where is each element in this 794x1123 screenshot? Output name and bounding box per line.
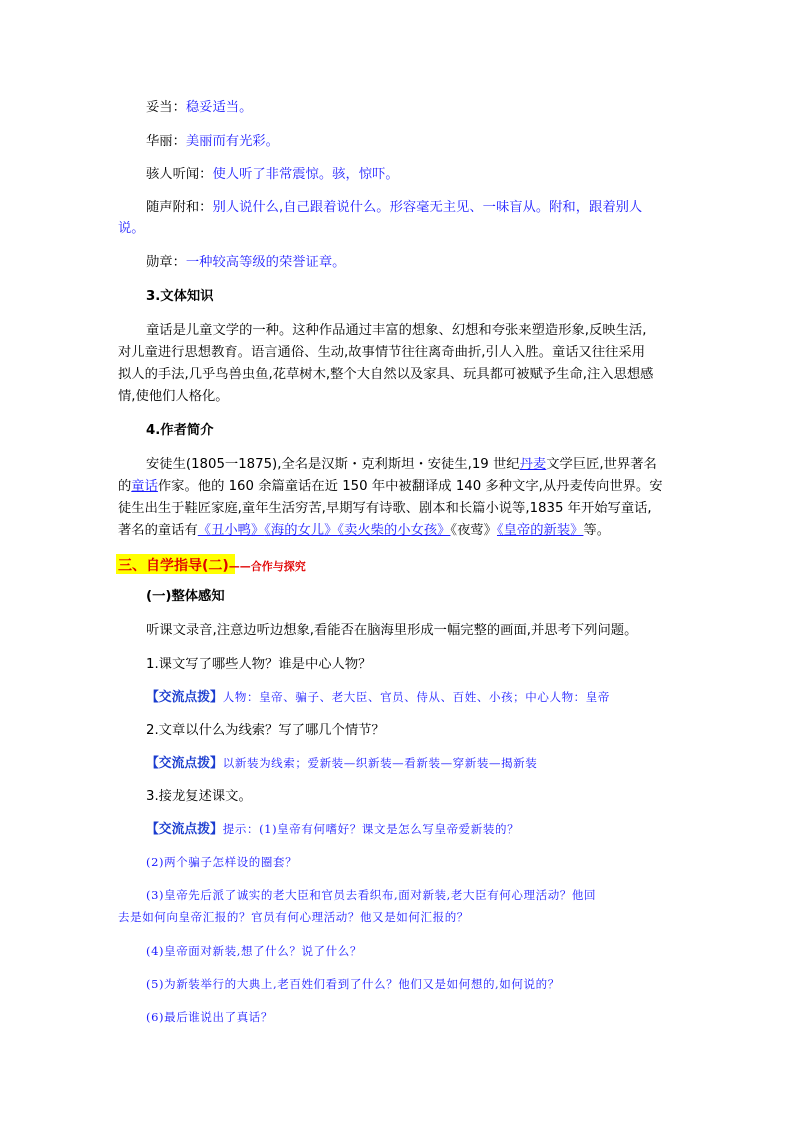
section-heading-3 (118, 555, 306, 575)
section-heading-author: 4.作者简介 (146, 423, 214, 438)
paragraph-line (118, 522, 610, 540)
text: 著名的童话有 (118, 523, 198, 538)
paragraph-line: 童话是儿童文学的一种。这种作品通过丰富的想象、幻想和夸张来塑造形象,反映生活, (146, 323, 647, 338)
vocab-definition-continued: 说。 (118, 221, 145, 236)
text: 《夜莺》 (450, 523, 497, 538)
section-title: 三、自学指导(二) (118, 558, 229, 574)
vocab-item (146, 166, 399, 184)
vocab-definition: 美丽而有光彩。 (185, 134, 279, 149)
vocab-term: 华丽： (146, 134, 186, 149)
tip-label: 【交流点拨】 (146, 822, 223, 837)
paragraph-line (118, 478, 663, 496)
text: 作家。他的 160 余篇童话在近 150 年中被翻译成 140 多种文字,从丹麦传向世界。安 (157, 479, 663, 494)
answer-text: (5)为新装举行的大典上,老百姓们看到了什么？他们又是如何想的,如何说的？ (146, 977, 560, 991)
answer (146, 820, 519, 839)
question: 3.接龙复述课文。 (146, 789, 252, 804)
answer-text: 以新装为线索；爱新装—织新装—看新装—穿新装—揭新装 (222, 756, 538, 770)
answer-text: (4)皇帝面对新装,想了什么？说了什么？ (146, 944, 362, 958)
vocab-term: 勋章： (146, 255, 186, 270)
vocab-item (146, 133, 279, 151)
link-little-mermaid[interactable]: 《海的女儿》 (264, 523, 338, 538)
paragraph-line (146, 456, 657, 474)
question: 1.课文写了哪些人物？谁是中心人物？ (146, 657, 372, 672)
link-emperors-new-clothes[interactable]: 《皇帝的新装》 (496, 523, 584, 538)
vocab-item (146, 99, 252, 117)
vocab-term: 妥当： (146, 100, 186, 115)
answer-text: (2)两个骗子怎样设的圈套？ (146, 855, 298, 869)
text: 等。 (583, 523, 611, 538)
section-subtitle: ——合作与探究 (228, 560, 306, 573)
answer-text: (3)皇帝先后派了诚实的老大臣和官员去看织布,面对新装,老大臣有何心理活动？他回 (146, 888, 597, 902)
vocab-definition: 一种较高等级的荣誉证章。 (185, 255, 346, 270)
answer-text: (1)皇帝有何嗜好？课文是怎么写皇帝爱新装的？ (259, 822, 520, 836)
tip-label: 【交流点拨】 (146, 690, 223, 705)
text: 安徒生(1805一1875),全名是汉斯・克利斯坦・安徒生,19 世纪 (146, 457, 520, 472)
vocab-definition: 使人听了非常震惊。骇，惊吓。 (212, 167, 399, 182)
vocab-definition: 别人说什么,自己跟着说什么。形容毫无主见、一味盲从。附和，跟着别人 (212, 200, 643, 215)
link-ugly-duckling[interactable]: 《丑小鸭》 (197, 523, 265, 538)
paragraph-line: 听课文录音,注意边听边想象,看能否在脑海里形成一幅完整的画面,并思考下列问题。 (146, 623, 638, 638)
text: 文学巨匠,世界著名 (546, 457, 657, 472)
answer (146, 688, 610, 707)
paragraph-line: 徒生出生于鞋匠家庭,童年生活穷苦,早期写有诗歌、剧本和长篇小说等,1835 年开始写童话, (118, 501, 652, 516)
vocab-definition: 稳妥适当。 (185, 100, 253, 115)
answer-prefix: 提示： (222, 822, 260, 836)
vocab-item (146, 254, 345, 272)
vocab-term: 骇人听闻： (146, 167, 213, 182)
answer (146, 754, 537, 773)
section-heading-genre: 3.文体知识 (146, 289, 214, 304)
subsection-heading: (一)整体感知 (146, 589, 225, 604)
paragraph-line: 情,使他们人格化。 (118, 389, 229, 404)
tip-label: 【交流点拨】 (146, 756, 223, 771)
paragraph-line: 拟人的手法,几乎鸟兽虫鱼,花草树木,整个大自然以及家具、玩具都可被赋予生命,注入思想感 (118, 367, 654, 382)
vocab-term: 随声附和： (146, 200, 213, 215)
answer-text: (6)最后谁说出了真话？ (146, 1010, 273, 1024)
text: 的 (118, 479, 132, 494)
vocab-item (146, 199, 642, 217)
link-match-girl[interactable]: 《卖火柴的小女孩》 (337, 523, 451, 538)
answer-text: 去是如何向皇帝汇报的？官员有何心理活动？他又是如何汇报的？ (118, 910, 469, 924)
link-denmark[interactable]: 丹麦 (519, 457, 547, 472)
answer-text: 人物：皇帝、骗子、老大臣、官员、侍从、百姓、小孩；中心人物：皇帝 (222, 690, 610, 704)
link-fairy-tale[interactable]: 童话 (131, 479, 158, 494)
question: 2.文章以什么为线索？写了哪几个情节？ (146, 723, 385, 738)
paragraph-line: 对儿童进行思想教育。语言通俗、生动,故事情节往往离奇曲折,引人入胜。童话又往往采用 (118, 345, 646, 360)
